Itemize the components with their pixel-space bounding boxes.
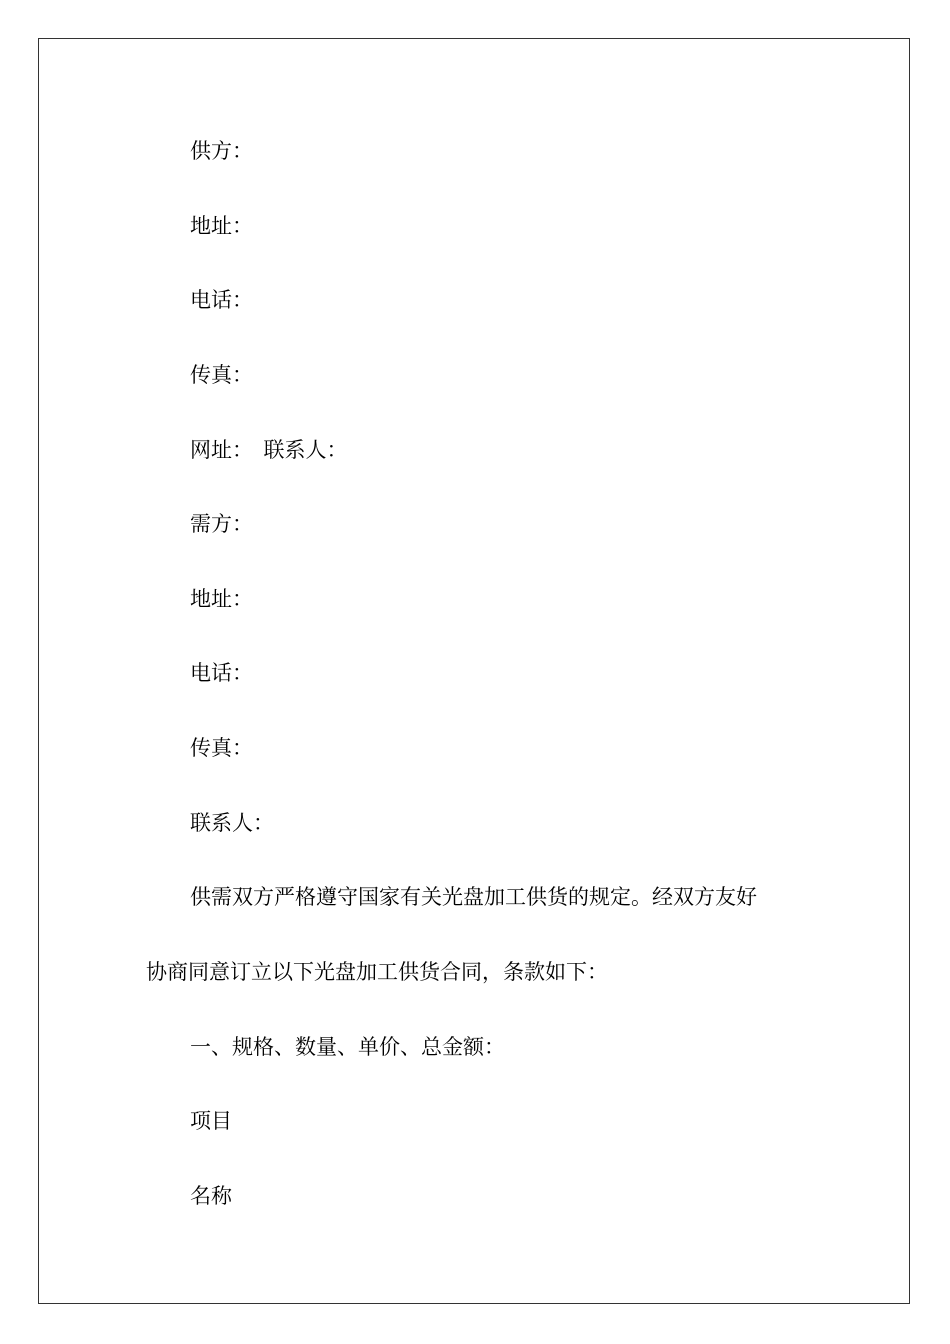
item-label: 项目 — [190, 1109, 232, 1133]
supplier-label: 供方： — [190, 139, 253, 163]
agreement-paragraph-line-2: 协商同意订立以下光盘加工供货合同，条款如下： — [146, 960, 608, 984]
buyer-label: 需方： — [190, 512, 253, 536]
section-heading-1: 一、规格、数量、单价、总金额： — [190, 1035, 505, 1059]
agreement-paragraph-line-1: 供需双方严格遵守国家有关光盘加工供货的规定。经双方友好 — [190, 885, 757, 909]
buyer-address-label: 地址： — [190, 587, 253, 611]
buyer-phone-label: 电话： — [190, 661, 253, 685]
buyer-fax-label: 传真： — [190, 736, 253, 760]
supplier-phone-label: 电话： — [190, 288, 253, 312]
supplier-fax-label: 传真： — [190, 363, 253, 387]
page-frame — [38, 38, 910, 1304]
name-label: 名称 — [190, 1184, 232, 1208]
supplier-website-contact-label: 网址： 联系人： — [190, 438, 348, 462]
buyer-contact-label: 联系人： — [190, 811, 274, 835]
supplier-address-label: 地址： — [190, 214, 253, 238]
